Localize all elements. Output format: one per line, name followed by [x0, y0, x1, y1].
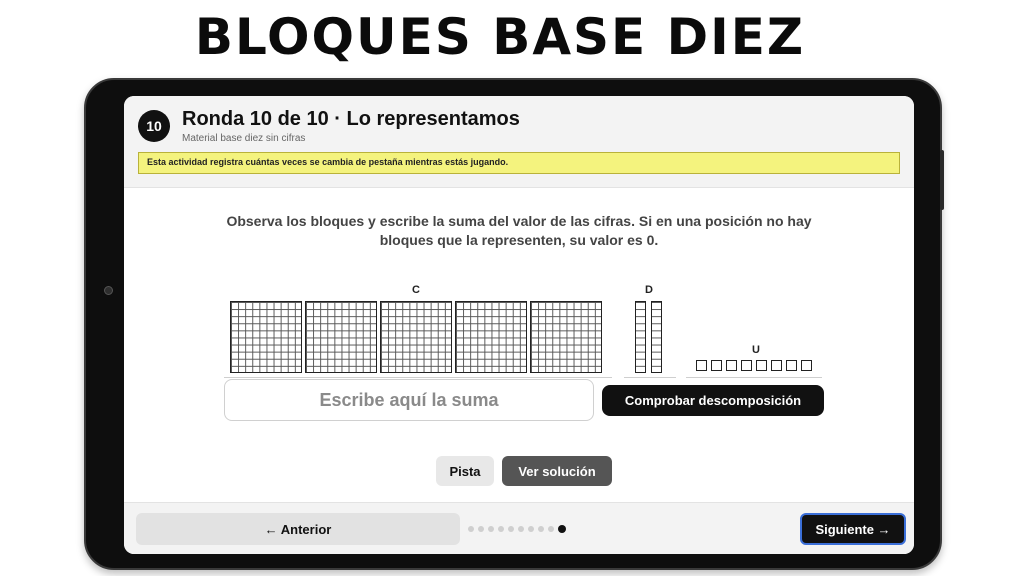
progress-dot: [518, 526, 524, 532]
hundred-flat-block: [455, 301, 527, 373]
unit-cube-block: [756, 360, 767, 371]
units-baseline: [686, 377, 822, 378]
round-title: Ronda 10 de 10 · Lo representamos: [182, 108, 520, 130]
check-decomposition-button[interactable]: Comprobar descomposición: [602, 385, 824, 416]
progress-dot: [508, 526, 514, 532]
progress-dot: [528, 526, 534, 532]
unit-cube-block: [711, 360, 722, 371]
app-screen: [124, 96, 914, 554]
navigation-footer: [124, 502, 914, 554]
tens-label: D: [645, 284, 653, 296]
hundred-flat-block: [230, 301, 302, 373]
instructions-text: Observa los bloques y escribe la suma del valor de las cifras. Si en una posición no hay bloques que la representen, su valor es 0.: [226, 213, 812, 248]
progress-dot: [478, 526, 484, 532]
progress-dot: [538, 526, 544, 532]
view-solution-button[interactable]: Ver solución: [502, 456, 612, 486]
progress-dot: [468, 526, 474, 532]
round-subtitle: Material base diez sin cifras: [182, 133, 306, 144]
progress-dots: [468, 525, 566, 533]
round-number-badge: 10: [138, 110, 170, 142]
page-title: BLOQUES BASE DIEZ: [194, 8, 806, 66]
hint-button[interactable]: Pista: [436, 456, 494, 486]
progress-dot-active: [558, 525, 566, 533]
hundred-flat-block: [305, 301, 377, 373]
ten-rod-block: [635, 301, 646, 373]
hundreds-label: C: [412, 284, 420, 296]
progress-dot: [548, 526, 554, 532]
camera-icon: [104, 286, 113, 295]
previous-button[interactable]: ← Anterior: [136, 513, 460, 545]
sum-input[interactable]: [224, 379, 594, 421]
hundred-flat-block: [530, 301, 602, 373]
unit-cube-block: [741, 360, 752, 371]
round-header: [124, 96, 914, 188]
unit-cube-block: [801, 360, 812, 371]
ten-rod-block: [651, 301, 662, 373]
unit-cube-block: [696, 360, 707, 371]
units-label: U: [752, 344, 760, 356]
next-button[interactable]: Siguiente →: [800, 513, 906, 545]
tens-baseline: [624, 377, 676, 378]
progress-dot: [498, 526, 504, 532]
unit-cube-block: [771, 360, 782, 371]
tablet-side-button: [940, 150, 944, 210]
hundreds-baseline: [224, 377, 612, 378]
tab-tracking-warning: Esta actividad registra cuántas veces se cambia de pestaña mientras estás jugando.: [138, 152, 900, 174]
tablet-frame: [84, 78, 942, 570]
progress-dot: [488, 526, 494, 532]
unit-cube-block: [726, 360, 737, 371]
hundred-flat-block: [380, 301, 452, 373]
unit-cube-block: [786, 360, 797, 371]
